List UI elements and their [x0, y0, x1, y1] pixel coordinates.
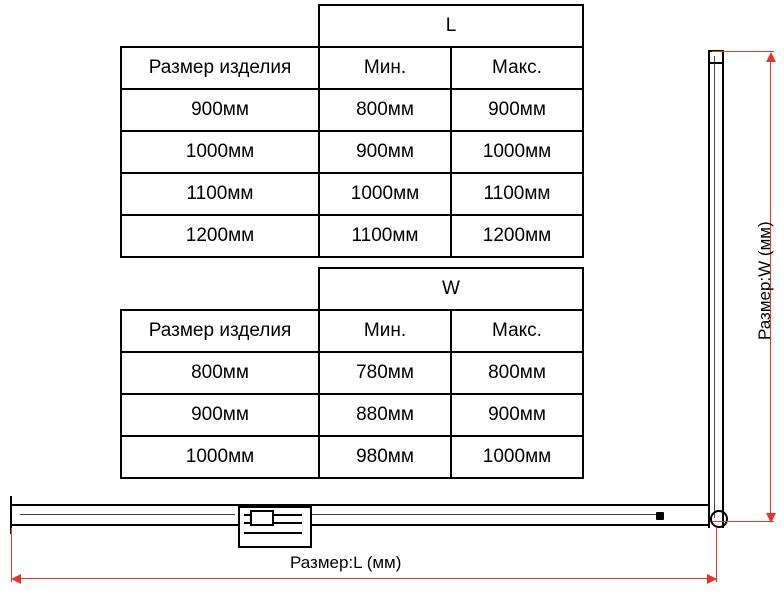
- table-row: [121, 436, 583, 478]
- table-l-group-header: L: [319, 5, 583, 47]
- table-l-r0-c1: 800мм: [319, 89, 451, 131]
- bottom-panel-inner-line-right: [310, 514, 660, 515]
- table-l-header-row: [121, 47, 583, 89]
- table-w-header-row: [121, 310, 583, 352]
- w-extension-bottom: [712, 521, 774, 522]
- table-l-r2-c2: 1100мм: [451, 173, 583, 215]
- spec-table-l: [120, 4, 584, 258]
- table-w-group-spacer: [121, 268, 319, 310]
- table-w-header-1: Мин.: [319, 310, 451, 352]
- table-w-r0-c0: 800мм: [121, 352, 319, 394]
- table-row: [121, 352, 583, 394]
- door-handle-detail: [656, 512, 664, 520]
- w-extension-top: [712, 51, 774, 52]
- table-w-r0-c2: 800мм: [451, 352, 583, 394]
- table-l-r3-c2: 1200мм: [451, 215, 583, 257]
- table-l-r1-c2: 1000мм: [451, 131, 583, 173]
- table-row: [121, 131, 583, 173]
- table-l-r1-c1: 900мм: [319, 131, 451, 173]
- table-l-r0-c0: 900мм: [121, 89, 319, 131]
- table-w-r1-c0: 900мм: [121, 394, 319, 436]
- table-w-header-2: Макс.: [451, 310, 583, 352]
- right-profile-inner-line: [722, 50, 724, 528]
- table-w-group-header-row: [121, 268, 583, 310]
- table-w-header-0: Размер изделия: [121, 310, 319, 352]
- corner-joint-circle: [710, 510, 728, 528]
- table-w-r1-c2: 900мм: [451, 394, 583, 436]
- table-l-r3-c0: 1200мм: [121, 215, 319, 257]
- table-row: [121, 215, 583, 257]
- table-w-r0-c1: 780мм: [319, 352, 451, 394]
- table-l-group-header-row: [121, 5, 583, 47]
- table-l-group-spacer: [121, 5, 319, 47]
- table-l-header-2: Макс.: [451, 47, 583, 89]
- door-hardware-line-3: [244, 532, 302, 534]
- table-l-r0-c2: 900мм: [451, 89, 583, 131]
- l-dimension-arrow-left: [11, 574, 21, 584]
- spec-table-w: [120, 267, 584, 479]
- l-extension-left: [11, 528, 12, 582]
- table-l-header-0: Размер изделия: [121, 47, 319, 89]
- table-l-r1-c0: 1000мм: [121, 131, 319, 173]
- door-hardware-inner-box: [250, 510, 274, 526]
- w-dimension-label: Размер:W (мм): [755, 221, 774, 340]
- bottom-panel-inner-line: [20, 514, 235, 515]
- table-row: [121, 173, 583, 215]
- l-extension-right: [716, 528, 717, 582]
- right-profile-mid-line: [714, 56, 715, 518]
- table-w-r1-c1: 880мм: [319, 394, 451, 436]
- table-l-r2-c0: 1100мм: [121, 173, 319, 215]
- l-dimension-line: [16, 578, 716, 579]
- bottom-panel-bottom-edge: [10, 524, 710, 526]
- l-dimension-label: Размер:L (мм): [290, 553, 402, 572]
- table-row: [121, 394, 583, 436]
- right-profile-outer-line: [708, 50, 710, 528]
- table-l-r2-c1: 1000мм: [319, 173, 451, 215]
- table-l-r3-c1: 1100мм: [319, 215, 451, 257]
- right-profile-top-detail: [708, 62, 724, 64]
- table-w-group-header: W: [319, 268, 583, 310]
- table-w-r2-c2: 1000мм: [451, 436, 583, 478]
- table-l-header-1: Мин.: [319, 47, 451, 89]
- bottom-panel-top-edge: [10, 504, 710, 506]
- table-w-r2-c1: 980мм: [319, 436, 451, 478]
- w-dimension-arrow-top: [766, 52, 776, 62]
- table-w-r2-c0: 1000мм: [121, 436, 319, 478]
- table-row: [121, 89, 583, 131]
